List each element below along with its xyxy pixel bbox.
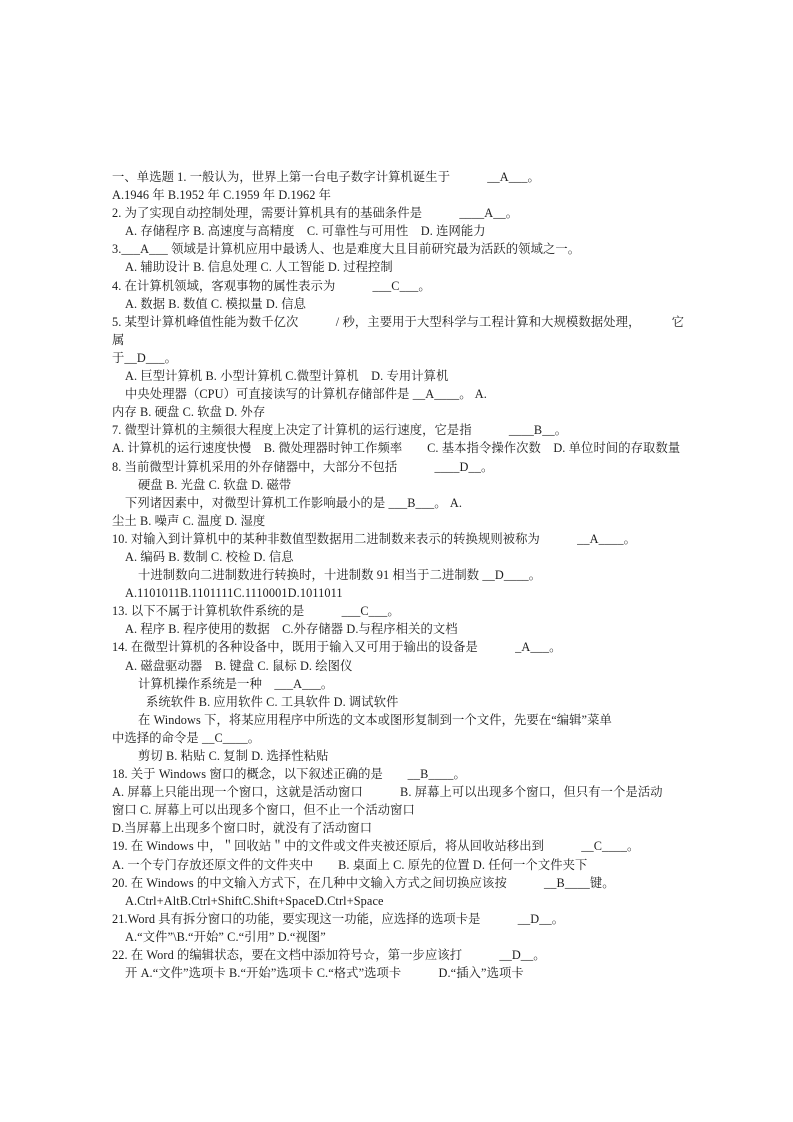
document-line-q8-options: 硬盘 B. 光盘 C. 软盘 D. 磁带 [138,477,292,492]
document-line-q18-stem: 18. 关于 Windows 窗口的概念，以下叙述正确的是 __B____。 [112,767,466,782]
document-line-q5-options: A. 巨型计算机 B. 小型计算机 C.微型计算机 D. 专用计算机 [125,369,449,384]
document-line-q17-options: 剪切 B. 粘贴 C. 复制 D. 选择性粘贴 [138,749,329,763]
document-line-q5-stem-b: 于__D___。 [112,350,178,365]
document-line-q15-stem: 计算机操作系统是一种 ___A___。 [138,676,334,691]
document-line-q6-stem: 中央处理器（CPU）可直接读写的计算机存储部件是 __A____。 A. [125,387,487,402]
document-line-q10-options: A. 编码 B. 数制 C. 校检 D. 信息 [125,549,294,564]
document-line-q6-options: 内存 B. 硬盘 C. 软盘 D. 外存 [112,405,266,420]
document-line-q18-opt-b: 窗口 C. 屏幕上可以出现多个窗口，但不止一个活动窗口 [112,803,415,818]
document-line-q5-stem-a: 5. 某型计算机峰值性能为数千亿次 / 秒，主要用于大型科学与工程计算和大规模数据处理， 它属 [112,314,684,347]
document-line-q13-options: A. 程序 B. 程序使用的数据 C.外存储器 D.与程序相关的文档 [125,622,458,637]
document-line-q9-options: 尘土 B. 噪声 C. 温度 D. 湿度 [112,513,266,528]
document-line-q10-stem: 10. 对输入到计算机中的某种非数值型数据用二进制数来表示的转换规则被称为 __A____。 [112,531,637,546]
document-line-q17-stem-b: 中选择的命令是 __C____。 [112,730,261,745]
document-line-q2-stem: 2. 为了实现自动控制处理，需要计算机具有的基础条件是 ____A__。 [112,206,519,221]
document-line-q17-stem-a: 在 Windows 下，将某应用程序中所选的文本或图形复制到一个文件，先要在“编辑”菜单 [138,712,612,727]
document-line-q13-stem: 13. 以下不属于计算机软件系统的是 ___C___。 [112,604,400,619]
exam-question-list [112,168,684,982]
document-line-q4-stem: 4. 在计算机领域，客观事物的属性表示为 ___C___。 [112,278,431,293]
document-line-q20-stem: 20. 在 Windows 的中文输入方式下，在几种中文输入方式之间切换应该按 __B____键。 [112,875,615,890]
document-line-q21-options: A.“文件”\B.“开始” C.“引用” D.“视图” [125,929,326,944]
document-line-q11-options: A.1101011B.1101111C.1110001D.1011011 [125,586,343,601]
document-line-q3-options: A. 辅助设计 B. 信息处理 C. 人工智能 D. 过程控制 [125,260,393,275]
document-line-q7-stem: 7. 微型计算机的主频很大程度上决定了计算机的运行速度，它是指 ____B__。 [112,423,568,438]
document-line-q3-stem: 3.___A___ 领域是计算机应用中最诱人、也是难度大且目前研究最为活跃的领域之一。 [112,242,581,257]
document-line-q2-options: A. 存储程序 B. 高速度与高精度 C. 可靠性与可用性 D. 连网能力 [125,224,486,239]
document-line-q22-options: 开 A.“文件”选项卡 B.“开始”选项卡 C.“格式”选项卡 D.“插入”选项卡 [125,966,524,981]
document-line-q1-stem: 一、单选题 1. 一般认为，世界上第一台电子数字计算机诞生于 __A___。 [112,170,540,184]
document-line-q14-options: A. 磁盘驱动器 B. 键盘 C. 鼠标 D. 绘图仪 [125,658,353,673]
document-line-q18-opt-c: D.当屏幕上出现多个窗口时，就没有了活动窗口 [112,821,373,836]
document-line-q21-stem: 21.Word 具有拆分窗口的功能，要实现这一功能，应选择的选项卡是 __D__。 [112,911,565,926]
document-line-q8-stem: 8. 当前微型计算机采用的外存储器中，大部分不包括 ____D__。 [112,459,494,474]
document-line-q9-stem: 下列诸因素中，对微型计算机工作影响最小的是 ___B___。 A. [125,495,463,510]
document-line-q15-options: 系统软件 B. 应用软件 C. 工具软件 D. 调试软件 [146,694,399,709]
document-line-q20-options: A.Ctrl+AltB.Ctrl+ShiftC.Shift+SpaceD.Ctrl+Space [125,893,384,908]
document-line-q22-stem: 22. 在 Word 的编辑状态，要在文档中添加符号☆，第一步应该打 __D__。 [112,948,546,963]
document-line-q7-options: A. 计算机的运行速度快慢 B. 微处理器时钟工作频率 C. 基本指令操作次数 D. 单位时间的存取数量 [112,441,681,456]
document-line-q19-options: A. 一个专门存放还原文件的文件夹中 B. 桌面上 C. 原先的位置 D. 任何一个文件夹下 [112,857,588,872]
document-line-q19-stem: 19. 在 Windows 中，＂回收站＂中的文件或文件夹被还原后，将从回收站移出到 __C____。 [112,839,640,854]
document-line-q1-options: A.1946 年 B.1952 年 C.1959 年 D.1962 年 [112,188,332,203]
document-line-q14-stem: 14. 在微型计算机的各种设备中，既用于输入又可用于输出的设备是 _A___。 [112,640,562,655]
document-line-q4-options: A. 数据 B. 数值 C. 模拟量 D. 信息 [125,296,307,311]
document-line-q18-opt-a: A. 屏幕上只能出现一个窗口，这就是活动窗口 B. 屏幕上可以出现多个窗口，但只有一个是活动 [112,785,663,800]
document-line-q11-stem: 十进制数向二进制数进行转换时，十进制数 91 相当于二进制数 __D____。 [138,568,542,583]
